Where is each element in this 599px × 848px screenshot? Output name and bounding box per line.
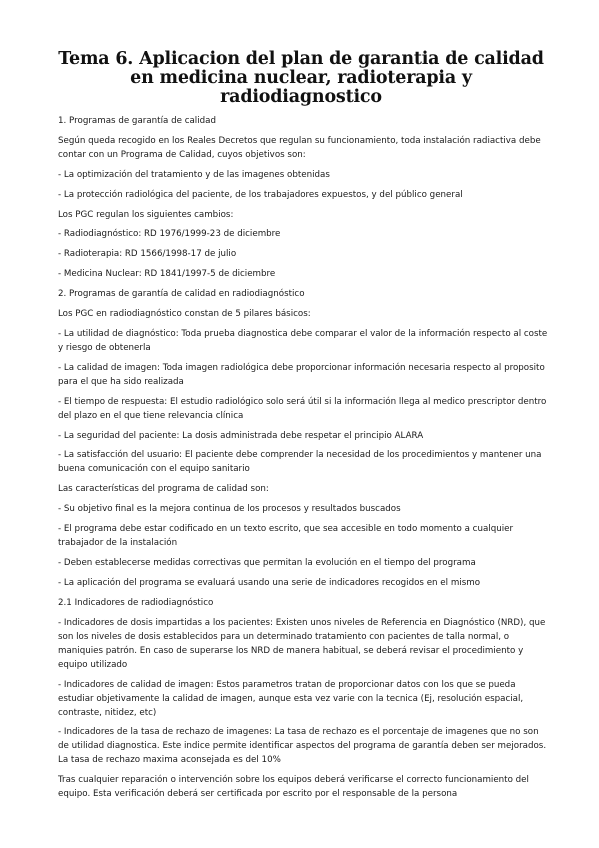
list-item: - Indicadores de la tasa de rechazo de imagenes: La tasa de rechazo es el porcentaje de imagenes que no son de utilidad diagnostica. Este indice permite identificar aspectos del programa de garantía deben ser mejorados. La tasa de rechazo maxima aconsejada es del 10% <box>58 727 547 766</box>
list-item: - La protección radiológica del paciente, de los trabajadores expuestos, y del público general <box>58 189 463 200</box>
paragraph: Tras cualquier reparación o intervención sobre los equipos deberá verificarse el correcto funcionamiento del equipo. Esta verificación deberá ser certificada por escrito por el responsable de la persona <box>58 775 529 800</box>
list-item: - La utilidad de diagnóstico: Toda prueba diagnostica debe comparar el valor de la información respecto al coste y riesgo de obtenerla <box>58 328 548 353</box>
document-body <box>58 114 548 807</box>
list-item: - El programa debe estar codificado en un texto escrito, que sea accesible en todo momento a cualquier trabajador de la instalación <box>58 524 514 549</box>
list-item: - La satisfacción del usuario: El paciente debe comprender la necesidad de los procedimientos y mantener una buena comunicación con el equipo sanitario <box>58 450 542 475</box>
paragraph: Según queda recogido en los Reales Decretos que regulan su funcionamiento, toda instalación radiactiva debe contar con un Programa de Calidad, cuyos objetivos son: <box>58 135 541 160</box>
list-item: - Indicadores de dosis impartidas a los pacientes: Existen unos niveles de Referencia en Diagnóstico (NRD), que son los niveles de dosis establecidos para un determinado tratamiento con pacientes de talla normal, o maniquies patrón. En caso de superarse los NRD de manera habitual, se deberá revisar el procedimiento y equipo utilizado <box>58 617 546 670</box>
list-item: - Indicadores de calidad de imagen: Estos parametros tratan de proporcionar datos con los que se pueda estudiar objetivamente la calidad de imagen, aunque esta vez varie con la tecnica (Ej, resolución espacial, contraste, nitidez, etc) <box>58 679 524 718</box>
list-item: - Medicina Nuclear: RD 1841/1997-5 de diciembre <box>58 269 276 280</box>
section-heading: 2.1 Indicadores de radiodiagnóstico <box>58 597 214 608</box>
document-title: Tema 6. Aplicacion del plan de garantia de calidad en medicina nuclear, radioterapia y radiodiagnostico <box>58 49 544 107</box>
section-heading: 2. Programas de garantía de calidad en radiodiagnóstico <box>58 289 305 300</box>
paragraph: Los PGC en radiodiagnóstico constan de 5 pilares básicos: <box>58 309 311 320</box>
list-item: - La calidad de imagen: Toda imagen radiológica debe proporcionar información necesaria respecto al proposito para el que ha sido realizada <box>58 362 545 387</box>
list-item: - La seguridad del paciente: La dosis administrada debe respetar el principio ALARA <box>58 430 424 441</box>
paragraph: Las características del programa de calidad son: <box>58 484 269 495</box>
list-item: - La aplicación del programa se evaluará usando una serie de indicadores recogidos en el mismo <box>58 577 481 588</box>
list-item: - Deben establecerse medidas correctivas que permitan la evolución en el tiempo del programa <box>58 558 476 569</box>
list-item: - Radioterapia: RD 1566/1998-17 de julio <box>58 249 237 260</box>
list-item: - Radiodiagnóstico: RD 1976/1999-23 de diciembre <box>58 229 281 240</box>
list-item: - La optimización del tratamiento y de las imagenes obtenidas <box>58 169 330 180</box>
list-item: - Su objetivo final es la mejora continua de los procesos y resultados buscados <box>58 504 401 515</box>
section-heading: 1. Programas de garantía de calidad <box>58 116 216 126</box>
paragraph: Los PGC regulan los siguientes cambios: <box>58 209 234 220</box>
list-item: - El tiempo de respuesta: El estudio radiológico solo será útil si la información llega al medico prescriptor dentro del plazo en el que tiene relevancia clínica <box>58 396 547 421</box>
